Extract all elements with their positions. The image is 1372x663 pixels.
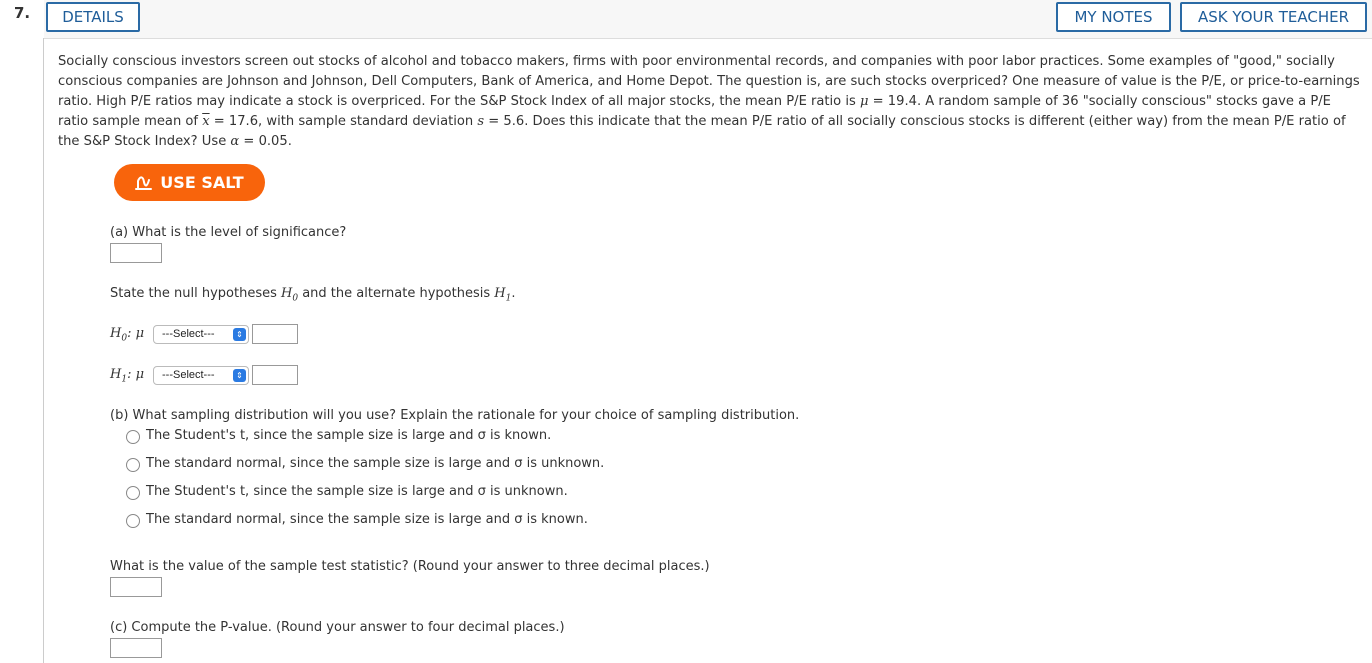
xbar-value: 17.6 <box>228 114 259 129</box>
alpha-symbol: α <box>230 134 240 149</box>
mu-symbol: μ <box>859 94 869 109</box>
alt-select-value: ---Select--- <box>162 369 215 381</box>
h1-sub: 1 <box>505 293 512 304</box>
hyp-prompt-2: and the alternate hypothesis <box>298 286 495 301</box>
null-select-value: ---Select--- <box>162 328 215 340</box>
test-statistic-question: What is the value of the sample test statistic? (Round your answer to three decimal places.) <box>110 559 710 574</box>
radio-option-1[interactable] <box>126 430 140 444</box>
problem-text-5: . <box>287 134 292 149</box>
h0-symbol: H <box>110 326 122 341</box>
h1-symbol: H <box>110 367 122 382</box>
mu-value: 19.4 <box>887 94 917 109</box>
null-hypothesis-value-input[interactable] <box>252 324 298 344</box>
radio-option-2[interactable] <box>126 458 140 472</box>
option-1-label: The Student's t, since the sample size is large and σ is known. <box>146 428 552 443</box>
details-button[interactable]: DETAILS <box>46 2 140 32</box>
xbar-symbol: $\overline{x}$ <box>202 114 210 129</box>
option-3-label: The Student's t, since the sample size is large and σ is unknown. <box>146 484 568 499</box>
option-4-label: The standard normal, since the sample size is large and σ is known. <box>146 512 588 527</box>
alternate-hypothesis-select[interactable] <box>153 366 249 385</box>
h0-symbol-sub: 0 <box>121 333 128 344</box>
h0-mu: μ <box>135 326 145 341</box>
salt-chart-icon <box>135 175 152 190</box>
test-statistic-input[interactable] <box>110 577 162 597</box>
part-a-question: (a) What is the level of significance? <box>110 225 347 240</box>
problem-statement: Socially conscious investors screen out stocks of alcohol and tobacco makers, firms with poor environmental records, and companies with poor labor practices. Some examples of "good," socially conscious companies are Johnson and Johnson, Dell Computers, Bank of America, and Home Depot. The question is, are such stocks overpriced? One measure of value is the P/E, or price-to-earnings ratio. High P/E ratios may indicate a stock is overpriced. For the S&P Stock Index of all major stocks, the mean P/E ratio is μ = 19.4. A random sample of 36 "socially conscious" stocks gave a P/E ratio sample mean of $\overline{x} = 17.6$, with sample standard deviation s = 5.6. Does this indicate that the mean P/E ratio of all socially conscious stocks is different (either way) from the mean P/E ratio of the S&P Stock Index? Use α = 0.05. <box>58 54 1360 149</box>
s-symbol: s <box>477 114 485 129</box>
part-b-question: (b) What sampling distribution will you use? Explain the rationale for your choice of sampling distribution. <box>110 408 800 423</box>
question-left-border <box>43 38 44 663</box>
radio-option-3[interactable] <box>126 486 140 500</box>
select-arrows-icon: ⇕ <box>233 369 246 382</box>
problem-text-1: Socially conscious investors screen out stocks of alcohol and tobacco makers, firms with poor environmental records, and companies with poor labor practices. Some examples of "good," socially conscious companies are Johnson and Johnson, Dell Computers, Bank of America, and Home Depot. The question is, are such stocks overpriced? One measure of value is the P/E, or price-to-earnings ratio. High P/E ratios may indicate a stock is overpriced. For the S&P Stock Index of all major stocks, the mean P/E ratio is <box>58 54 1360 109</box>
null-hypothesis-label: $H_0$: μ <box>110 326 145 344</box>
problem-text-3: , with sample standard deviation <box>258 114 478 129</box>
h0-label: H <box>281 286 293 301</box>
h0-sub: 0 <box>292 293 299 304</box>
s-value: 5.6 <box>503 114 525 129</box>
select-arrows-icon: ⇕ <box>233 328 246 341</box>
part-c-question: (c) Compute the P-value. (Round your answer to four decimal places.) <box>110 620 565 635</box>
hypothesis-prompt: State the null hypotheses $H_0$ and the alternate hypothesis $H_1$. <box>110 286 516 304</box>
radio-option-4[interactable] <box>126 514 140 528</box>
ask-your-teacher-button[interactable]: ASK YOUR TEACHER <box>1180 2 1367 32</box>
alternate-hypothesis-value-input[interactable] <box>252 365 298 385</box>
question-header <box>44 0 1372 39</box>
option-2-label: The standard normal, since the sample size is large and σ is unknown. <box>146 456 605 471</box>
alternate-hypothesis-label: $H_1$: μ <box>110 367 145 385</box>
h1-symbol-sub: 1 <box>121 374 128 385</box>
use-salt-label: USE SALT <box>160 173 244 192</box>
p-value-input[interactable] <box>110 638 162 658</box>
hyp-prompt-1: State the null hypotheses <box>110 286 281 301</box>
h1-label: H <box>494 286 506 301</box>
null-hypothesis-select[interactable] <box>153 325 249 344</box>
problem-text-4: . Does this indicate that the mean P/E ratio of all socially conscious stocks is different (either way) from the mean P/E ratio of the S&P Stock Index? Use <box>58 114 1346 149</box>
use-salt-button[interactable] <box>114 164 265 201</box>
significance-input[interactable] <box>110 243 162 263</box>
my-notes-button[interactable]: MY NOTES <box>1056 2 1171 32</box>
alpha-value: 0.05 <box>258 134 288 149</box>
question-number: 7. <box>14 4 31 22</box>
h1-mu: μ <box>135 367 145 382</box>
problem-text-2: . A random sample of 36 "socially conscious" stocks gave a P/E ratio sample mean of <box>58 94 1331 129</box>
